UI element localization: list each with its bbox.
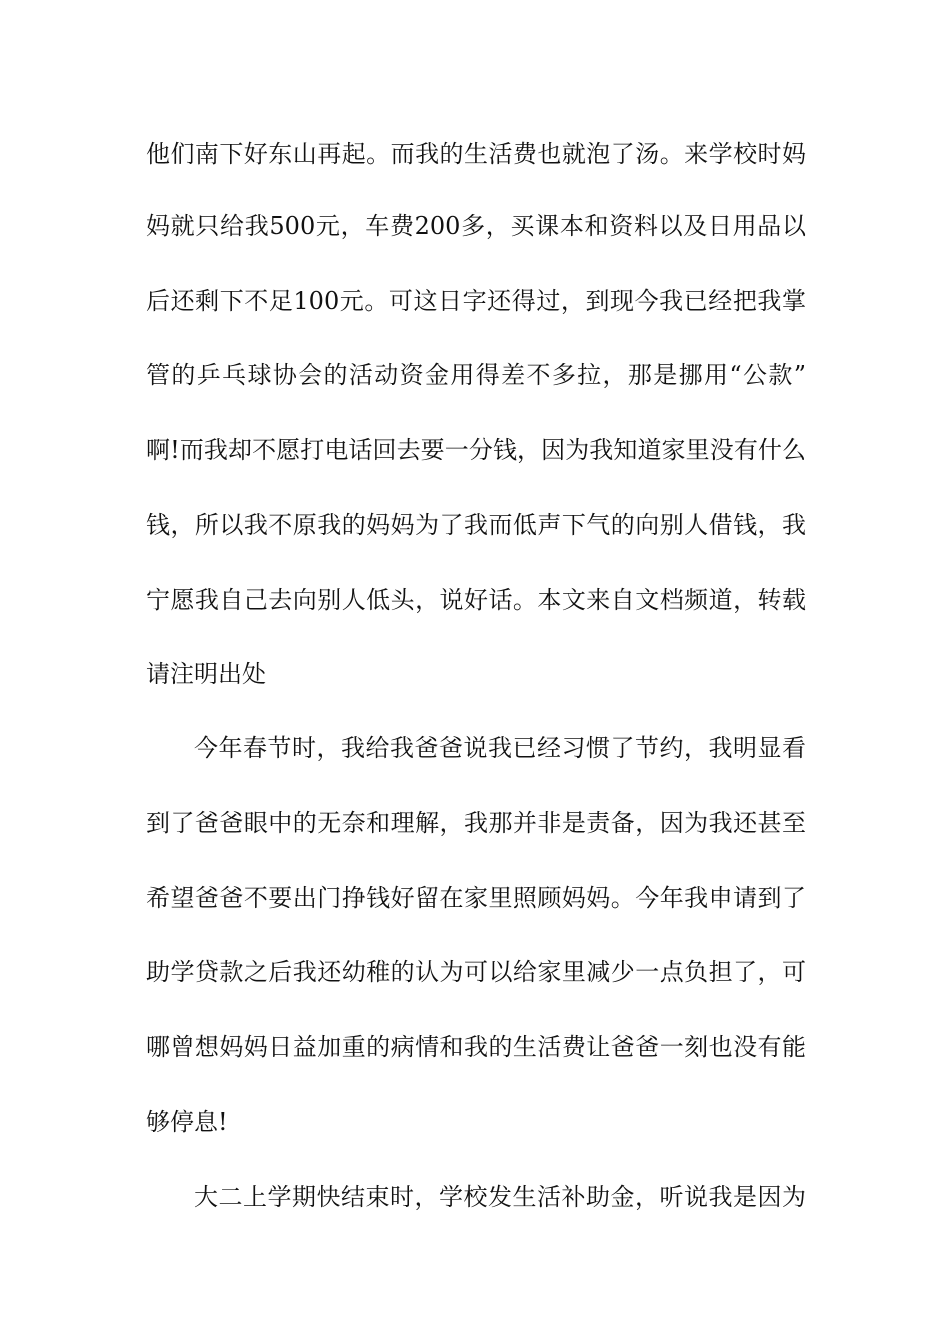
text-line-6: 钱，所以我不原我的妈妈为了我而低声下气的向别人借钱，我 (146, 511, 806, 539)
text-line-8: 请注明出处 (146, 660, 266, 688)
paragraph-2-line-2: 到了爸爸眼中的无奈和理解，我那并非是责备，因为我还甚至 (146, 809, 806, 837)
paragraph-2-line-4: 助学贷款之后我还幼稚的认为可以给家里减少一点负担了，可 (146, 958, 806, 986)
paragraph-2-line-3: 希望爸爸不要出门挣钱好留在家里照顾妈妈。今年我申请到了 (146, 884, 806, 912)
text-line-5: 啊!而我却不愿打电话回去要一分钱，因为我知道家里没有什么 (146, 436, 806, 464)
text-line-2: 妈就只给我500元，车费200多，买课本和资料以及日用品以 (146, 212, 806, 240)
text-line-7: 宁愿我自己去向别人低头，说好话。本文来自文档频道，转载 (146, 586, 806, 614)
paragraph-3-line-1: 大二上学期快结束时，学校发生活补助金，听说我是因为 (194, 1183, 806, 1211)
text-line-1: 他们南下好东山再起。而我的生活费也就泡了汤。来学校时妈 (146, 140, 806, 168)
paragraph-2-line-1: 今年春节时，我给我爸爸说我已经习惯了节约，我明显看 (194, 734, 806, 762)
text-line-4: 管的乒乓球协会的活动资金用得差不多拉，那是挪用“公款” (146, 361, 806, 389)
text-line-3: 后还剩下不足100元。可这日字还得过，到现今我已经把我掌 (146, 287, 806, 315)
paragraph-2-line-6: 够停息! (146, 1108, 228, 1136)
paragraph-2-line-5: 哪曾想妈妈日益加重的病情和我的生活费让爸爸一刻也没有能 (146, 1033, 806, 1061)
